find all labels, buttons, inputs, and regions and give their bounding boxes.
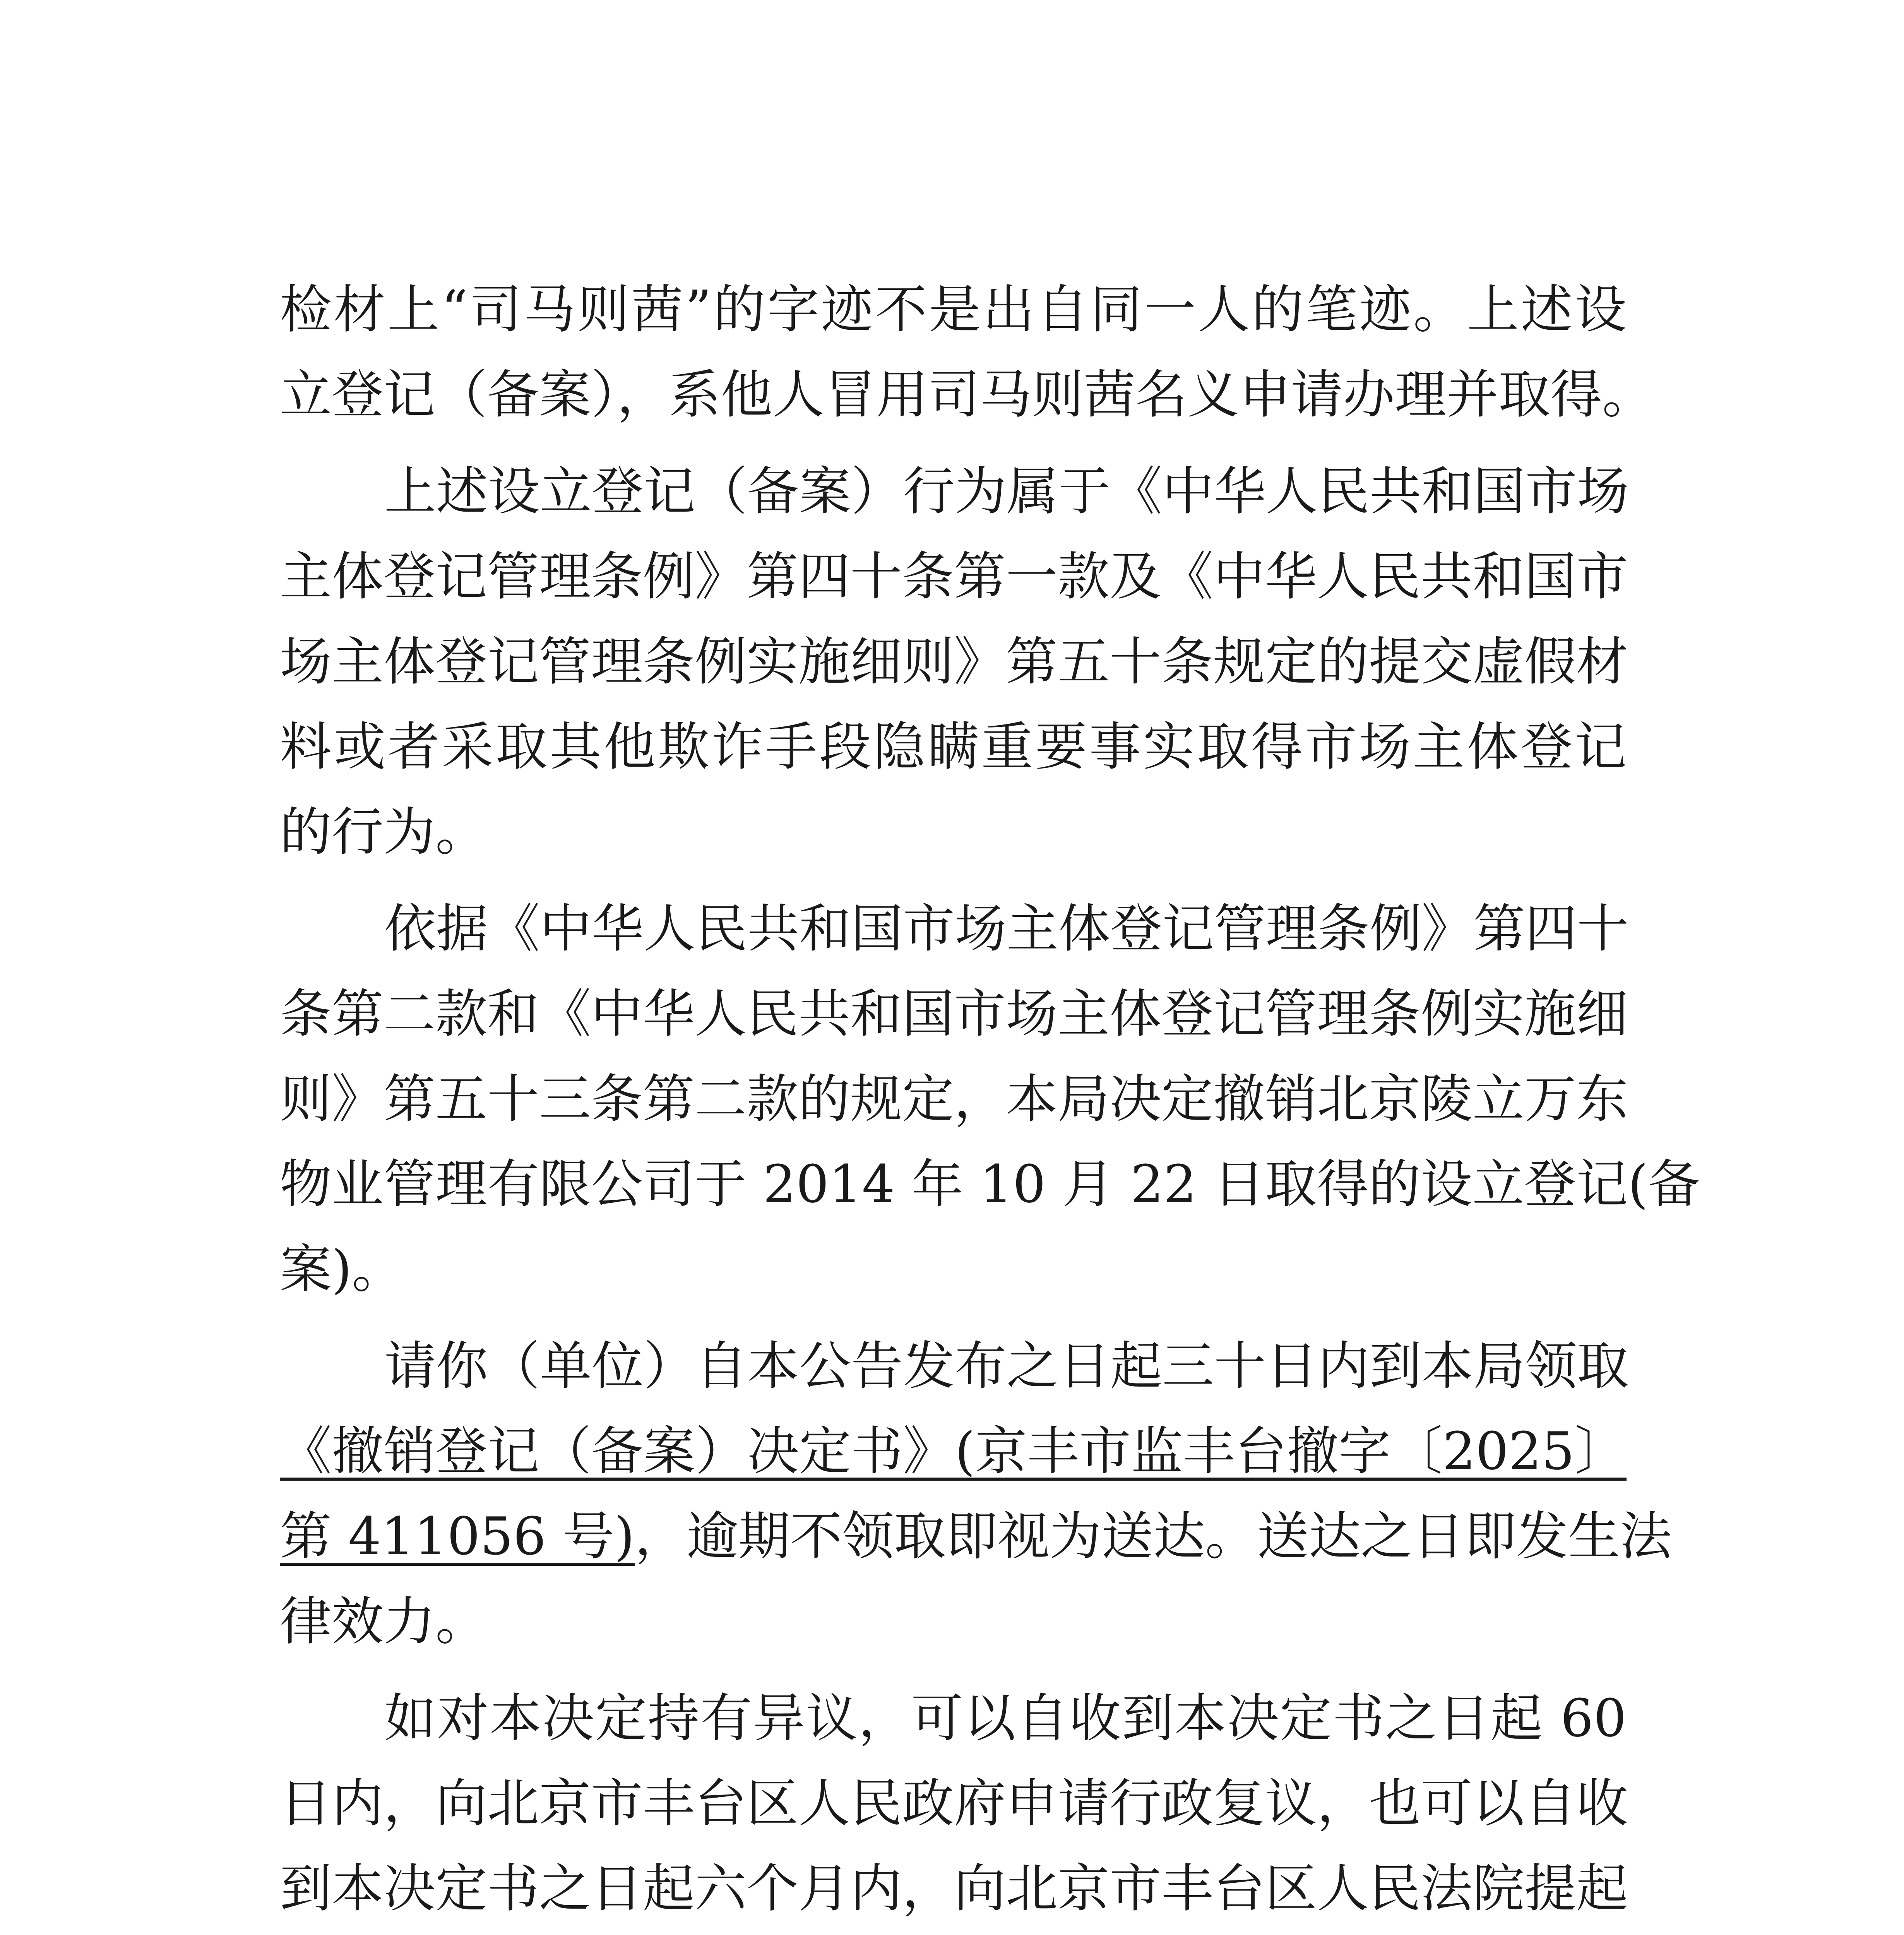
paragraph-3-line-1: 依据《中华人民共和国市场主体登记管理条例》第四十	[384, 899, 1629, 959]
paragraph-5-line-3: 到本决定书之日起六个月内，向北京市丰台区人民法院提起	[280, 1858, 1628, 1919]
paragraph-5-line-4	[280, 1931, 1627, 1935]
paragraph-4-line-3-rest: ，逾期不领取即视为送达。送达之日即发生法	[635, 1506, 1672, 1567]
decision-document-number: 第 411056 号)	[280, 1506, 635, 1567]
paragraph-2-line-1: 上述设立登记（备案）行为属于《中华人民共和国市场	[384, 461, 1629, 522]
paragraph-2-line-5: 的行为。	[280, 802, 488, 862]
body-line-2: 立登记（备案），系他人冒用司马则茜名义申请办理并取得。	[280, 365, 1654, 425]
paragraph-3-line-2: 条第二款和《中华人民共和国市场主体登记管理条例实施细	[280, 984, 1628, 1044]
paragraph-5-line-1: 如对本决定持有异议，可以自收到本决定书之日起 60	[384, 1688, 1627, 1748]
paragraph-3-line-5: 案)。	[280, 1239, 404, 1300]
paragraph-2-line-2: 主体登记管理条例》第四十条第一款及《中华人民共和国市	[280, 546, 1628, 607]
decision-document-title: 《撤销登记（备案）决定书》(京丰市监丰台撤字〔2025〕	[280, 1421, 1627, 1481]
paragraph-4-line-4: 律效力。	[280, 1591, 488, 1652]
body-line-1: 检材上“司马则茜”的字迹不是出自同一人的笔迹。上述设	[280, 279, 1627, 340]
paragraph-3-line-4: 物业管理有限公司于 2014 年 10 月 22 日取得的设立登记(备	[280, 1154, 1700, 1214]
paragraph-4-line-1: 请你（单位）自本公告发布之日起三十日内到本局领取	[384, 1336, 1629, 1396]
paragraph-2-line-3: 场主体登记管理条例实施细则》第五十条规定的提交虚假材	[280, 632, 1628, 692]
paragraph-4-line-3	[280, 1494, 1672, 1579]
paragraph-3-line-3: 则》第五十三条第二款的规定，本局决定撤销北京陵立万东	[280, 1069, 1628, 1129]
paragraph-5-line-2: 日内，向北京市丰台区人民政府申请行政复议，也可以自收	[280, 1773, 1628, 1834]
paragraph-2-line-4: 料或者采取其他欺诈手段隐瞒重要事实取得市场主体登记	[280, 717, 1627, 777]
